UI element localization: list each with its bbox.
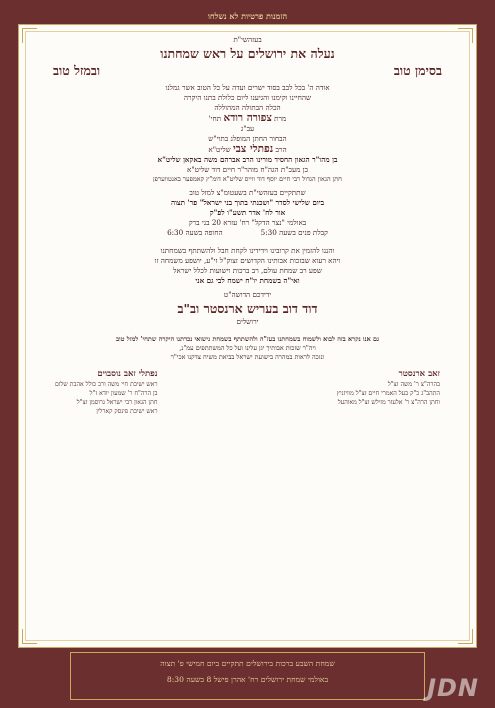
notice-line: ונזכה לראות במהרה בישועת ישראל בביאת משיח צדקנו אכי"ר [170, 353, 325, 361]
groom-label: הבחור החתן המופלג בתוי"ש [208, 134, 287, 143]
siman-tov-text: בסימן טוב [393, 63, 442, 78]
grandparent-line: התהב"ג כ"ק בעל האמרי חיים זצ"ל מוויזניץ [336, 390, 440, 397]
blessing-row [33, 62, 462, 79]
grandparent-name: זאב ארנסטר [398, 369, 440, 379]
event-line: אור לח' אדר תשע"ו לפ"ק [209, 208, 286, 217]
invite-line: ואי"ה בשמחת יו"ח ישמח לבי גם אני [195, 276, 300, 285]
grandparent-right [337, 368, 440, 416]
grandparent-line: ראש ישיבת חיי משה ורב כולל אהבת שלום [55, 381, 158, 388]
intro-line: שהחיינו וקימנו והגיענו ליום כלולת בתנו היקרה [183, 93, 312, 102]
im-text: עב"ג [240, 124, 255, 133]
grandparent-line: חתן הגאון רבי ישראל גרוסמן זצ"ל [76, 399, 158, 406]
watermark-text: JDN [427, 674, 479, 702]
bride-name: צפורה רודא [223, 113, 272, 124]
event-line: שתתקיים בעזהשי"ת בשעטומ"צ למזל טוב [189, 188, 306, 197]
sheva-brachot-line: באולמי שמחת ירושלים רח' אהרן פישל 8 בשעה 8:30 [166, 675, 329, 684]
invitation-title: נעלה את ירושלים על ראש שמחתנו [160, 46, 335, 61]
notice-line: גם אנו נקרא בזה לבוא ולשמוח בשמחתנו בעז"ה ולהשתתף בשמחת נישואי נכדתנו היקרה שתחי' למזל טוב [115, 335, 380, 343]
sheva-brachot-line: שמחת השבע ברכות בירושלים תתקיים ביום חמישי פ' תצוה [160, 659, 335, 668]
signature-city: ירושלים [236, 317, 259, 326]
times-row [33, 228, 462, 238]
groom-name: נפתלי צבי [232, 144, 274, 155]
grandparent-line: בן הרה"ח ר' שמעון יודא ז"ל [89, 390, 158, 397]
invite-line: שפע רב שמחת עולם, רב ברכות וישועות לכלל ישראל [173, 266, 322, 275]
mazal-tov-text: ובמזל טוב [53, 63, 101, 78]
grandparent-name: נפתלי זאב נוסבוים [97, 369, 158, 379]
top-banner-text: הזמנות פרטיות לא נשלחו [207, 11, 288, 21]
groom-prefix: הרב [275, 145, 287, 154]
invitation-body [33, 35, 462, 639]
bride-suffix: תחי' [208, 114, 222, 123]
watermark-logo [427, 674, 479, 702]
bride-line [33, 113, 462, 124]
reception-time: קבלת פנים בשעה 5:30 [260, 228, 328, 237]
invitation-card [18, 24, 477, 648]
groom-suffix: שליט"א [208, 145, 231, 154]
invite-line: ויהא רעוא שבזכות אבותינו הקדושים זצוק"ל זי"ע, יושפע משמחה זו [154, 256, 341, 265]
intro-line: הכלה הבתולה המהוללה [214, 103, 281, 112]
groom-line [33, 144, 462, 155]
grandparents-section [33, 368, 462, 416]
grandparent-line: ראש ישיבת פינסק קארלין [96, 408, 158, 415]
top-banner [0, 4, 495, 21]
intro-line: אודה ה' בכל לבב בסוד ישרים ועדה על כל הטוב אשר גמלנו [165, 83, 330, 92]
grandparent-line: וחתן הרה"צ ר' אלעזר מזילש זצ"ל מאוהעל [337, 399, 440, 406]
grandparent-left [55, 368, 158, 416]
invite-line: והננו להזמין את קרובינו וידידינו לקחת חבל ולהשתתף בשמחתנו [160, 246, 335, 255]
bsd-text: בעזהשי"ת [233, 35, 262, 44]
grandparent-line: בהרה"צ ר' משה זצ"ל [387, 381, 440, 388]
signature-name: דוד דוב בעריש ארנסטר וב"ב [177, 301, 318, 316]
event-line: באולמי "נצר הדקל" רח' עזרא 20 בני ברק [188, 218, 307, 227]
sheva-brachot-banner [70, 652, 425, 700]
groom-lineage-line: חתן הגאון הגדול רבי חיים יוסף דוד ווייס שליט"א דומ"ץ קאמפער באנטווערפן [153, 175, 342, 183]
event-line: ביום שלישי לסדר "ושכנתי בתוך בני ישראל" פר' תצוה [170, 198, 325, 207]
signature-label: ידידכם הדושה"ט [223, 290, 272, 299]
chuppah-time: החופה בשעה 6:30 [167, 228, 223, 237]
groom-lineage-line: בן מהו"ר הגאון החסיד מורינו הרב אברהם משה באקאן שליט"א [157, 155, 338, 164]
notice-line: ויה"ר שזכות אבותיך יגן עלינו ועל כל המשתתפים עמ"נ, [179, 344, 316, 352]
groom-lineage-line: בן מעכ"ת הגה"ח מוהר"ר חיים דוד שליט"א [187, 165, 308, 174]
bride-prefix: מרת [274, 114, 287, 123]
